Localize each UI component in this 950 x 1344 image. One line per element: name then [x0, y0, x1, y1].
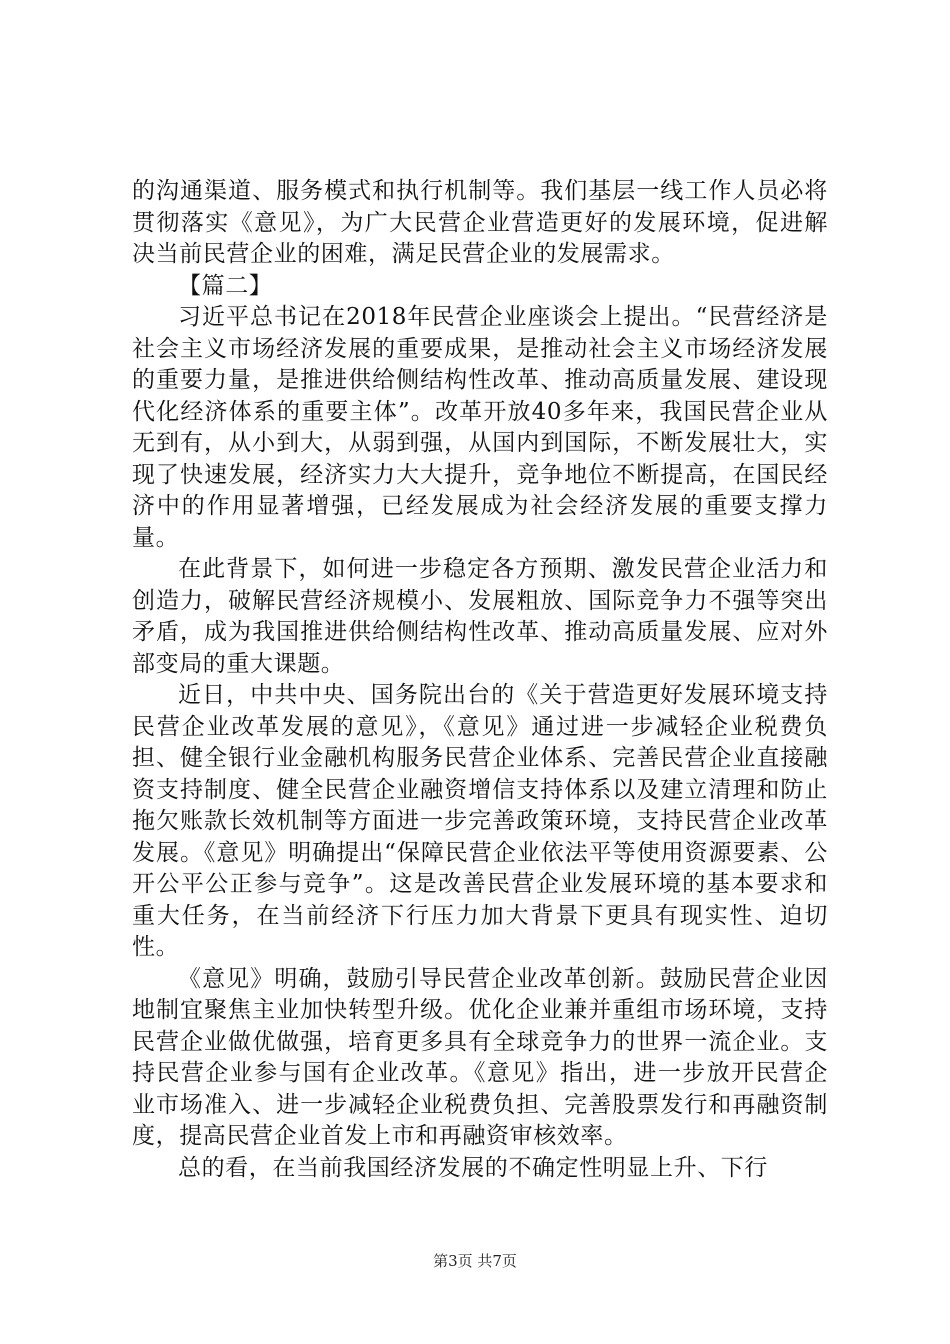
paragraph: 近日，中共中央、国务院出台的《关于营造更好发展环境支持民营企业改革发展的意见》，《意见》通过进一步减轻企业税费负担、健全银行业金融机构服务民营企业体系、完善民营企业直接融资支持制度、健全民营企业融资增信支持体系以及建立清理和防止拖欠账款长效机制等方面进一步完善政策环境，支持民营企业改革发展。《意见》明确提出“保障民营企业依法平等使用资源要素、公开公平公正参与竞争”。这是改善民营企业发展环境的基本要求和重大任务，在当前经济下行压力加大背景下更具有现实性、迫切性。 — [132, 682, 828, 960]
paragraph: 在此背景下，如何进一步稳定各方预期、激发民营企业活力和创造力，破解民营经济规模小、发展粗放、国际竞争力不强等突出矛盾，成为我国推进供给侧结构性改革、推动高质量发展、应对外部变局的重大课题。 — [132, 556, 828, 677]
section-heading: 【篇二】 — [178, 272, 273, 299]
paragraph-continued: 的沟通渠道、服务模式和执行机制等。我们基层一线工作人员必将贯彻落实《意见》，为广大民营企业营造更好的发展环境，促进解决当前民营企业的困难，满足民营企业的发展需求。 — [132, 178, 828, 267]
paragraph: 《意见》明确，鼓励引导民营企业改革创新。鼓励民营企业因地制宜聚焦主业加快转型升级。优化企业兼并重组市场环境，支持民营企业做优做强，培育更多具有全球竞争力的世界一流企业。支持民营企业参与国有企业改革。《意见》指出，进一步放开民营企业市场准入、进一步减轻企业税费负担、完善股票发行和再融资制度，提高民营企业首发上市和再融资审核效率。 — [132, 965, 828, 1149]
paragraph: 习近平总书记在2018年民营企业座谈会上提出。“民营经济是社会主义市场经济发展的重要成果，是推动社会主义市场经济发展的重要力量，是推进供给侧结构性改革、推动高质量发展、建设现代化经济体系的重要主体”。改革开放40多年来，我国民营企业从无到有，从小到大，从弱到强，从国内到国际，不断发展壮大，实现了快速发展，经济实力大大提升，竞争地位不断提高，在国民经济中的作用显著增强，已经发展成为社会经济发展的重要支撑力量。 — [132, 304, 828, 551]
paragraph: 总的看，在当前我国经济发展的不确定性明显上升、下行 — [178, 1154, 768, 1181]
document-body — [132, 176, 828, 1184]
page-number-footer: 第3页 共7页 — [433, 1252, 517, 1270]
